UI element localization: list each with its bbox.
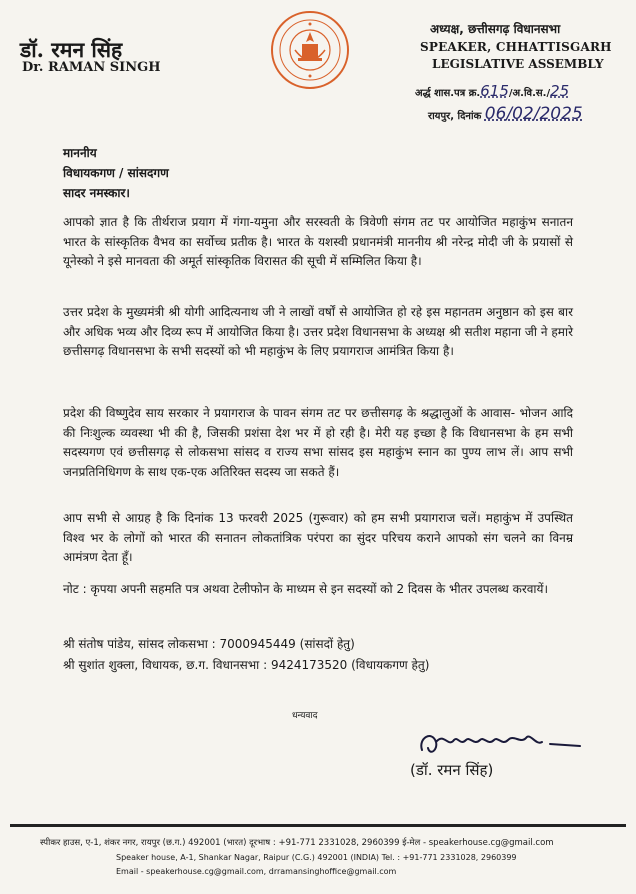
footer-address-hindi: स्पीकर हाउस, ए-1, शंकर नगर, रायपुर (छ.ग.) 492001 (भारत) दूरभाष : +91-771 2331028, 2960399 ई-मेल - speakerhouse.cg@gmail.com [40,838,554,848]
assembly-emblem [270,10,350,90]
reference-number: 615 [480,82,509,100]
body-paragraph-1: आपको ज्ञात है कि तीर्थराज प्रयाग में गंगा-यमुना और सरस्वती के त्रिवेणी संगम तट पर आयोजित महाकुंभ सनातन भारत के सांस्कृतिक वैभव का सर्वोच्च प्रतीक है। भारत के यशस्वी प्रधानमंत्री माननीय श्री नरेन्द्र मोदी जी के प्रयासों से यूनेस्को ने इसे मानवता की अमूर्त सांस्कृतिक विरासत की सूची में सम्मिलित किया है। [63,215,573,268]
salutation-line1: माननीय [63,146,97,160]
body-paragraph-3: प्रदेश की विष्णुदेव साय सरकार ने प्रयागराज के पावन संगम तट पर छत्तीसगढ़ के श्रद्धालुओं के आवास- भोजन आदि की निःशुल्क व्यवस्था भी की है, जिसकी प्रशंसा देश भर में हो रही है। मेरी यह इच्छा है कि विधानसभा के हम सभी सदस्यगण एवं छत्तीसगढ़ से लोकसभा सांसद व राज्य सभा सांसद इस महाकुंभ स्नान का पुण्य लाभ लें। आप सभी जनप्रतिनिधिगण के साथ एक-एक अतिरिक्त सदस्य जा सकते हैं। [63,406,573,479]
footer-divider [10,824,626,827]
letterhead-name-english: Dr. RAMAN SINGH [22,60,161,75]
reference-line [415,82,569,100]
title-english-line1: SPEAKER, CHHATTISGARH [420,40,612,54]
salutation-line2: विधायकगण / सांसदगण [63,166,169,180]
title-english-line2: LEGISLATIVE ASSEMBLY [432,57,604,71]
salutation [63,143,169,203]
contact-mla: श्री सुशांत शुक्ला, विधायक, छ.ग. विधानसभा : 9424173520 (विधायकगण हेतु) [63,658,430,672]
note-paragraph: नोट : कृपया अपनी सहमति पत्र अथवा टेलीफोन के माध्यम से इन सदस्यों को 2 दिवस के भीतर उपलब्ध करवायें। [63,582,549,596]
letterhead-name-hindi: डॉ. रमन सिंह [20,37,123,62]
footer-email: Email - speakerhouse.cg@gmail.com, drramansinghoffice@gmail.com [116,867,397,876]
thanks-text: धन्यवाद [292,711,318,721]
date-value: 06/02/2025 [484,104,583,124]
footer-address-english: Speaker house, A-1, Shankar Nagar, Raipur (C.G.) 492001 (INDIA) Tel. : +91-771 2331028, 2960399 [116,853,517,862]
body-paragraph-2: उत्तर प्रदेश के मुख्यमंत्री श्री योगी आदित्यनाथ जी ने लाखों वर्षों से आयोजित हो रहे इस महानतम अनुष्ठान को इस बार और अधिक भव्य और दिव्य रूप में आयोजित किया है। उत्तर प्रदेश विधानसभा के अध्यक्ष श्री सतीश महाना जी ने हमारे छत्तीसगढ़ विधानसभा के सभी सदस्यों को भी महाकुंभ के लिए प्रयागराज आमंत्रित किया है। [63,305,573,358]
reference-suffix-value: 25 [550,82,570,100]
reference-suffix-label: /अ.वि.स./ [508,88,551,99]
signature-image [410,718,590,766]
signatory-name: (डॉ. रमन सिंह) [410,761,494,779]
body-paragraph-4: आप सभी से आग्रह है कि दिनांक 13 फरवरी 2025 (गुरूवार) को हम सभी प्रयागराज चलें। महाकुंभ में उपस्थित विश्व भर के लोगों को भारत की सनातन लोकतांत्रिक परंपरा का सुंदर परिचय कराने आपको संग चलने का विनम्र आमंत्रण देता हूँ। [63,511,573,564]
date-label: रायपुर, दिनांक [428,111,482,122]
date-line [428,104,583,124]
salutation-line3: सादर नमस्कार। [63,186,130,200]
reference-label: अर्द्ध शास.पत्र क्र. [415,88,481,99]
title-hindi: अध्यक्ष, छत्तीसगढ़ विधानसभा [430,22,561,36]
contact-mp: श्री संतोष पांडेय, सांसद लोकसभा : 7000945449 (सांसदों हेतु) [63,637,355,651]
